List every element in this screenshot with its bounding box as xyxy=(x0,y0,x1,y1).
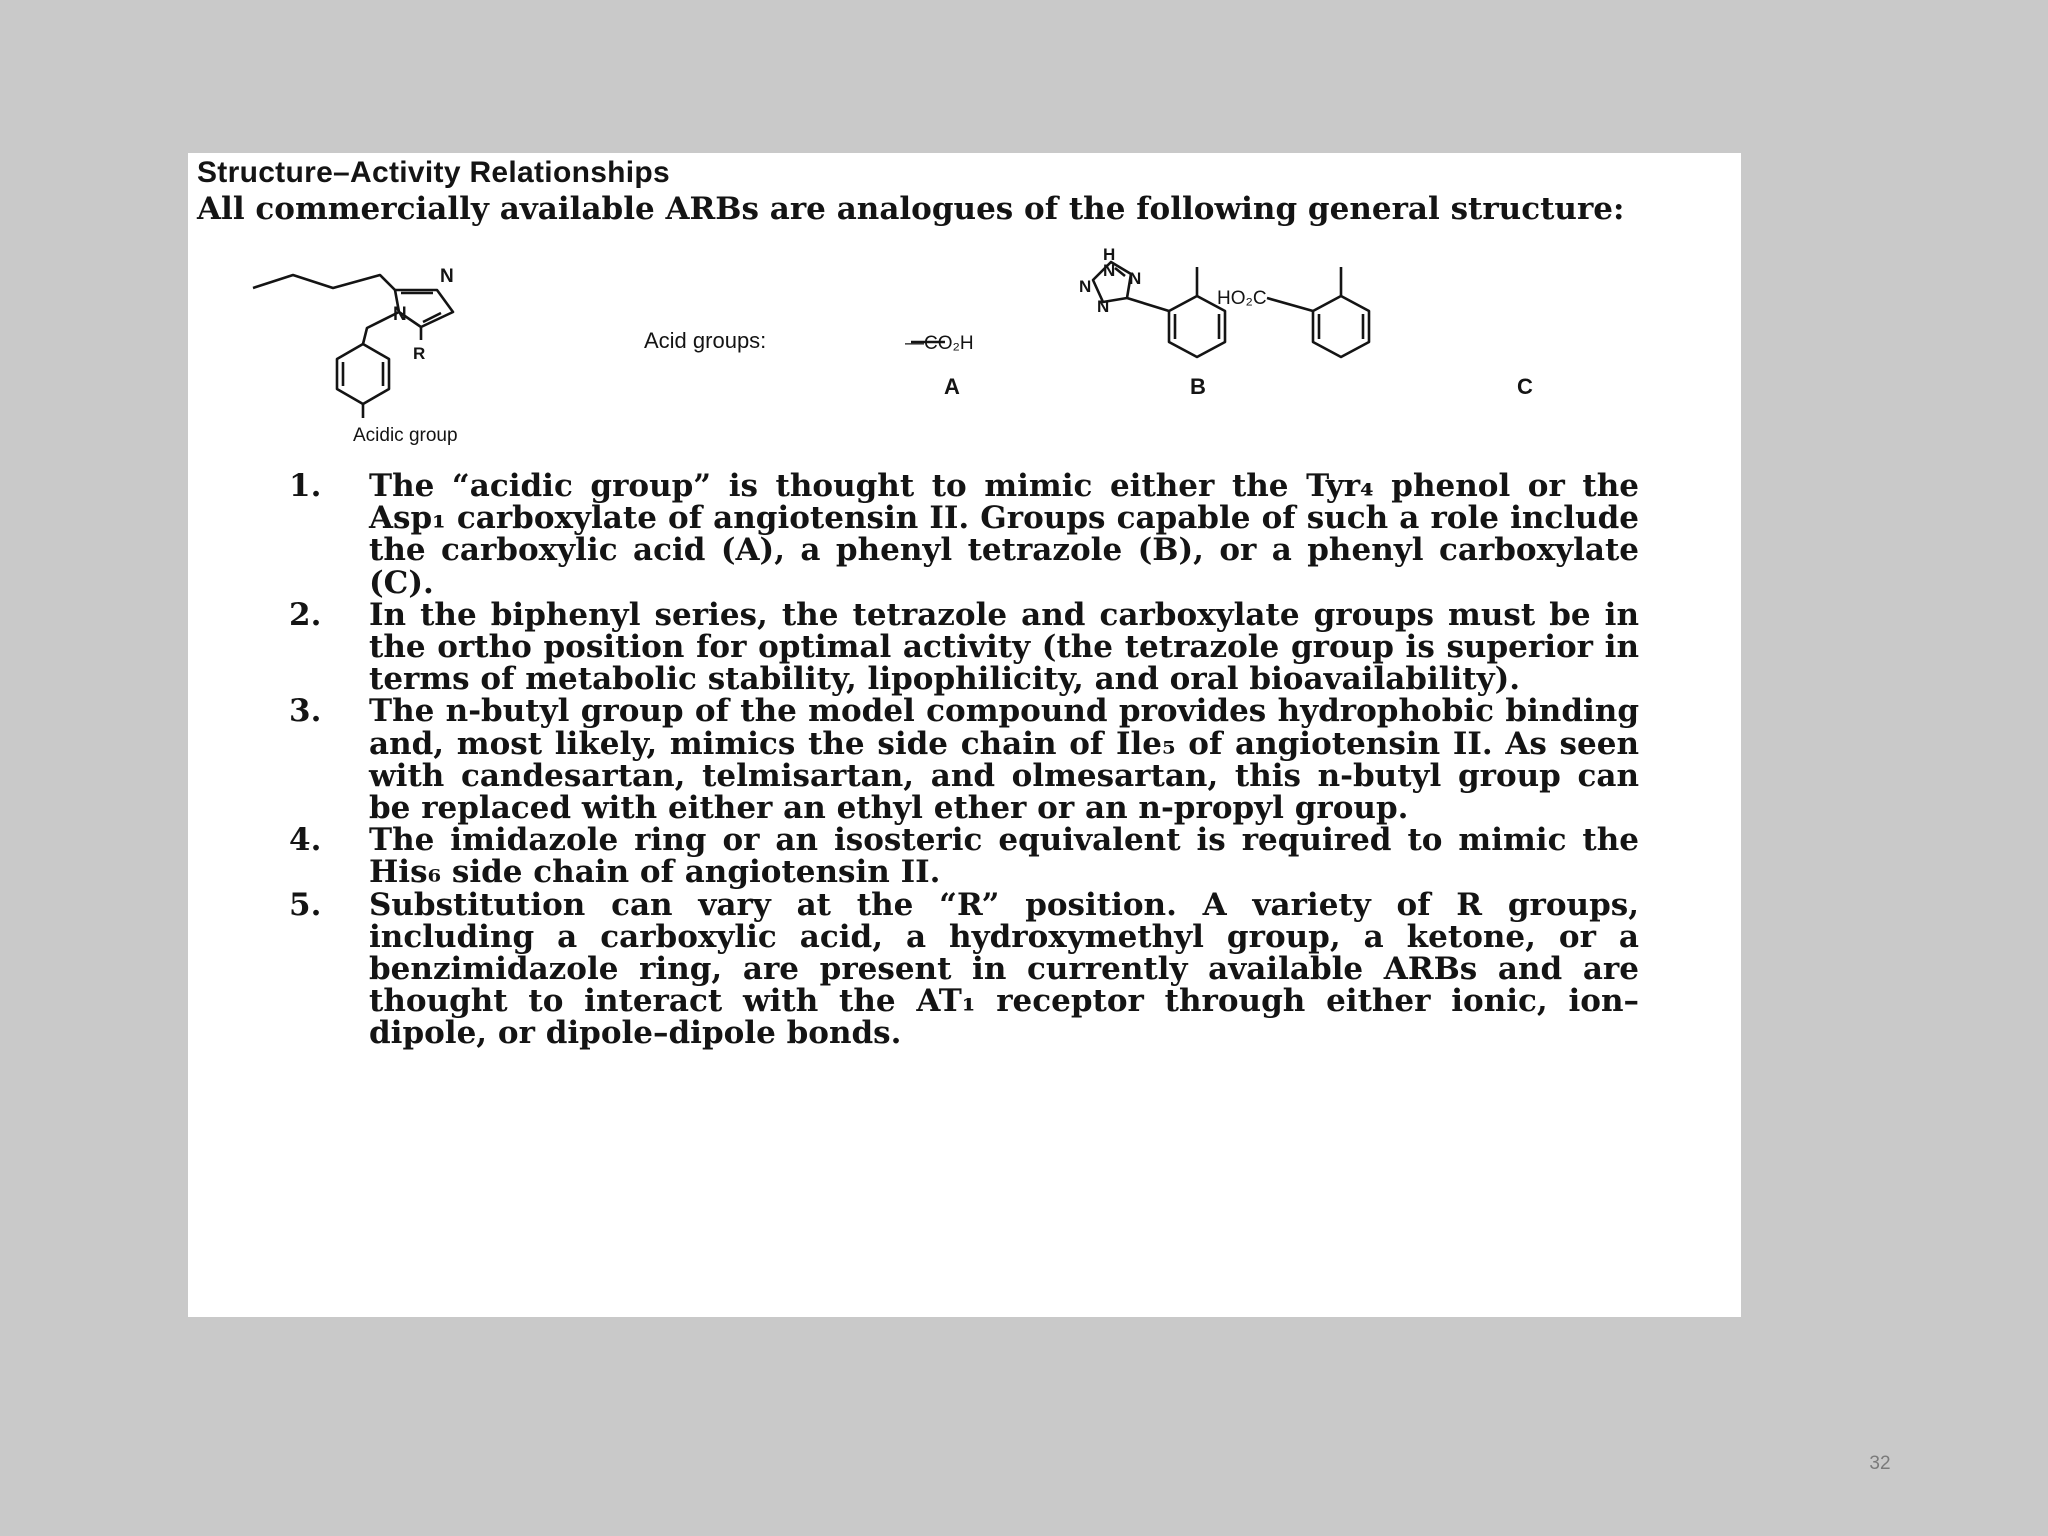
tetrazole-h-label: H xyxy=(1103,245,1116,264)
sar-list xyxy=(289,470,1639,1050)
structure-drawing xyxy=(197,232,1637,470)
list-item-text: In the biphenyl series, the tetrazole and carboxylate groups must be in the ortho position for optimal activity (the tetrazole group is superior in terms of metabolic stability, lipophilicity, and oral bioavailability). xyxy=(369,596,1639,698)
list-item-text: The imidazole ring or an isosteric equivalent is required to mimic the His₆ side chain of angiotensin II. xyxy=(369,822,1639,891)
acidic-group-label: Acidic group xyxy=(353,425,458,446)
list-item-text: Substitution can vary at the “R” position. A variety of R groups, including a carboxylic acid, a hydroxymethyl group, a ketone, or a benzimidazole ring, are present in currently available ARBs and are thought to interact with the AT₁ receptor through either ionic, ion–dipole, or dipole–dipole bonds. xyxy=(369,886,1639,1052)
list-item-number: 3. xyxy=(289,693,322,730)
tetrazole-n-label: N xyxy=(1079,277,1092,296)
chemical-structure-figure xyxy=(197,232,1639,470)
list-item-text: The “acidic group” is thought to mimic either the Tyr₄ phenol or the Asp₁ carboxylate of angiotensin II. Groups capable of such a role include the carboxylic acid (A), a phenyl tetrazole (B), or a phenyl carboxylate (C). xyxy=(369,468,1639,601)
list-item-text: The n-butyl group of the model compound provides hydrophobic binding and, most likely, mimics the side chain of Ile₅ of angiotensin II. As seen with candesartan, telmisartan, and olmesartan, this n-butyl group can be replaced with either an ethyl ether or an n-propyl group. xyxy=(369,693,1639,827)
label-c: C xyxy=(1517,374,1533,399)
list-item xyxy=(289,470,1639,599)
document-image xyxy=(188,153,1741,1317)
list-item-number: 4. xyxy=(289,822,322,859)
list-item xyxy=(289,596,1639,698)
acid-groups-label: Acid groups: xyxy=(644,328,767,353)
ho2c-label: HO₂C xyxy=(1217,288,1267,309)
tetrazole-n-label: N xyxy=(1097,297,1110,316)
label-a: A xyxy=(944,374,960,399)
list-item-number: 2. xyxy=(289,596,322,633)
tetrazole-n-label: N xyxy=(1103,261,1116,280)
page-number: 32 xyxy=(1869,1453,1891,1474)
section-title: Structure–Activity Relationships xyxy=(197,156,671,189)
imidazole-n3-label: N xyxy=(440,266,454,287)
substituent-r-label: R xyxy=(413,344,426,363)
list-item xyxy=(289,822,1639,891)
list-item xyxy=(289,693,1639,827)
group-a-formula: —CO₂H xyxy=(905,333,974,354)
list-item-number: 1. xyxy=(289,468,322,504)
list-item xyxy=(289,886,1639,1052)
label-b: B xyxy=(1190,374,1206,399)
imidazole-n1-label: N xyxy=(393,304,407,325)
intro-paragraph: All commercially available ARBs are analogues of the following general structure: xyxy=(197,191,1625,227)
tetrazole-n-label: N xyxy=(1129,269,1142,288)
list-item-number: 5. xyxy=(289,886,322,923)
